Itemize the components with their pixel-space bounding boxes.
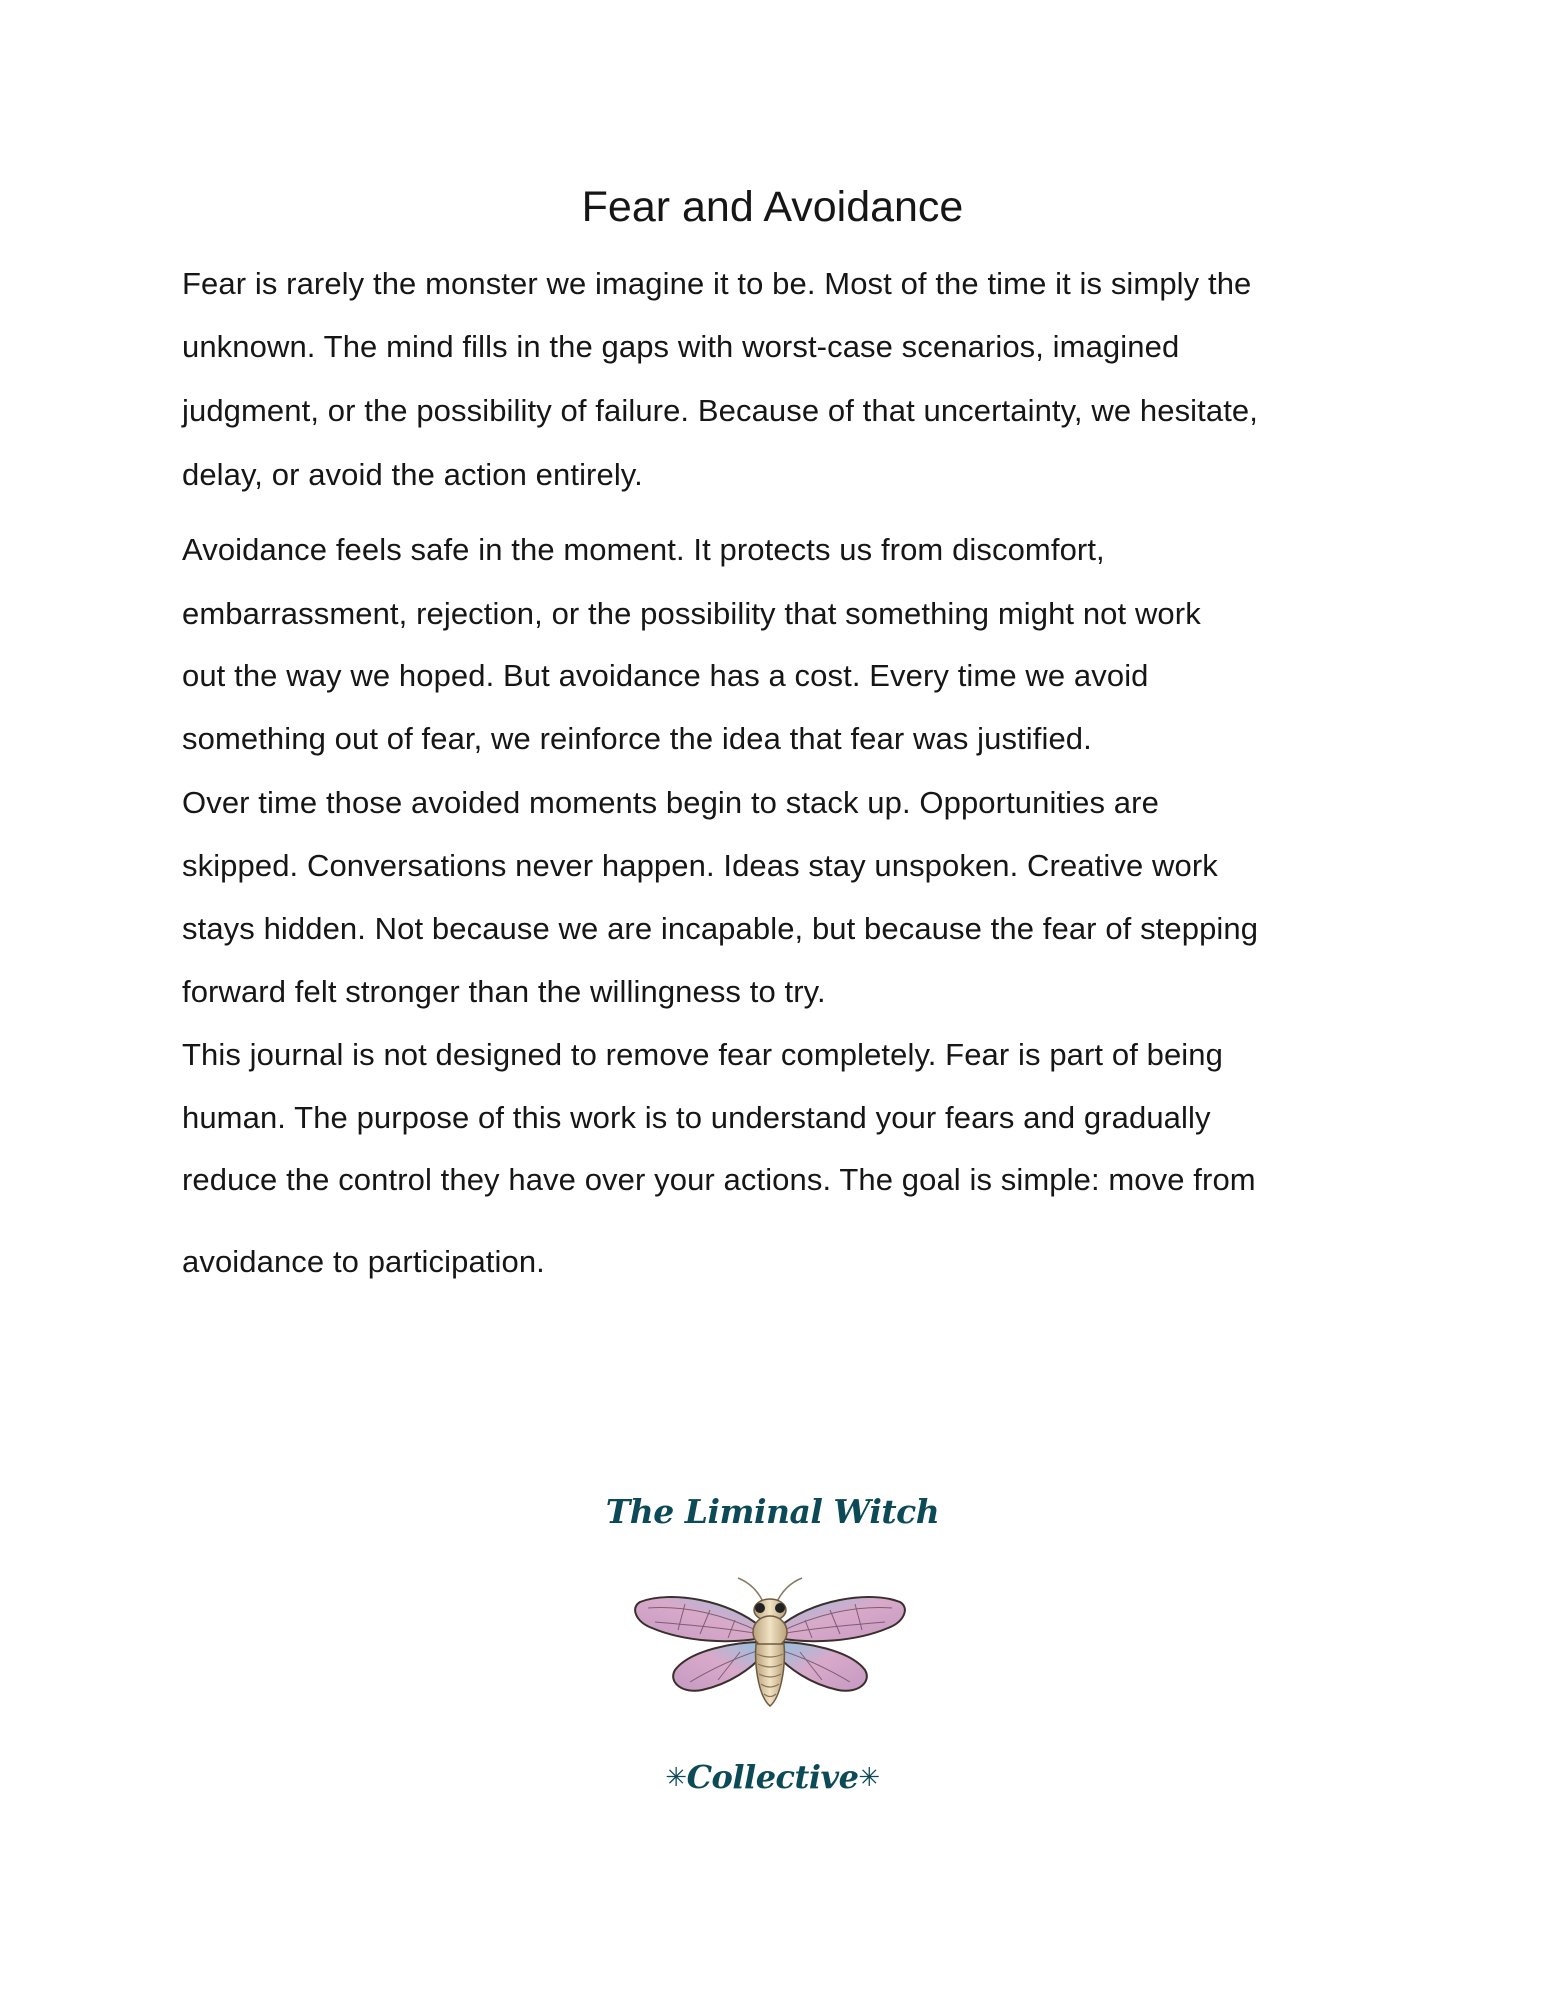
brand-sub-label: Collective (686, 1758, 859, 1796)
moth-icon (630, 1570, 910, 1720)
text-line: unknown. The mind fills in the gaps with worst-case scenarios, imagined (182, 329, 1180, 364)
text-line: embarrassment, rejection, or the possibility that something might not work (182, 596, 1201, 631)
star-icon: ✳ (858, 1763, 880, 1793)
text-line: skipped. Conversations never happen. Ideas stay unspoken. Creative work (182, 848, 1218, 883)
text-line: out the way we hoped. But avoidance has a cost. Every time we avoid (182, 658, 1149, 693)
star-icon: ✳ (665, 1763, 687, 1793)
text-line: This journal is not designed to remove fear completely. Fear is part of being (182, 1037, 1223, 1072)
brand-name: The Liminal Witch (605, 1492, 940, 1531)
brand-collective (0, 1755, 1545, 1800)
text-line: delay, or avoid the action entirely. (182, 457, 643, 492)
text-line: Over time those avoided moments begin to stack up. Opportunities are (182, 785, 1159, 820)
text-line: Fear is rarely the monster we imagine it to be. Most of the time it is simply the (182, 266, 1252, 301)
text-line: reduce the control they have over your actions. The goal is simple: move from (182, 1162, 1256, 1197)
text-line: avoidance to participation. (182, 1244, 545, 1279)
text-line: human. The purpose of this work is to understand your fears and gradually (182, 1100, 1211, 1135)
text-line: Avoidance feels safe in the moment. It protects us from discomfort, (182, 532, 1105, 567)
text-line: judgment, or the possibility of failure. Because of that uncertainty, we hesitate, (182, 393, 1258, 428)
page-title: Fear and Avoidance (581, 183, 964, 231)
text-line: something out of fear, we reinforce the idea that fear was justified. (182, 721, 1092, 756)
text-line: stays hidden. Not because we are incapable, but because the fear of stepping (182, 911, 1259, 946)
text-line: forward felt stronger than the willingness to try. (182, 974, 826, 1009)
